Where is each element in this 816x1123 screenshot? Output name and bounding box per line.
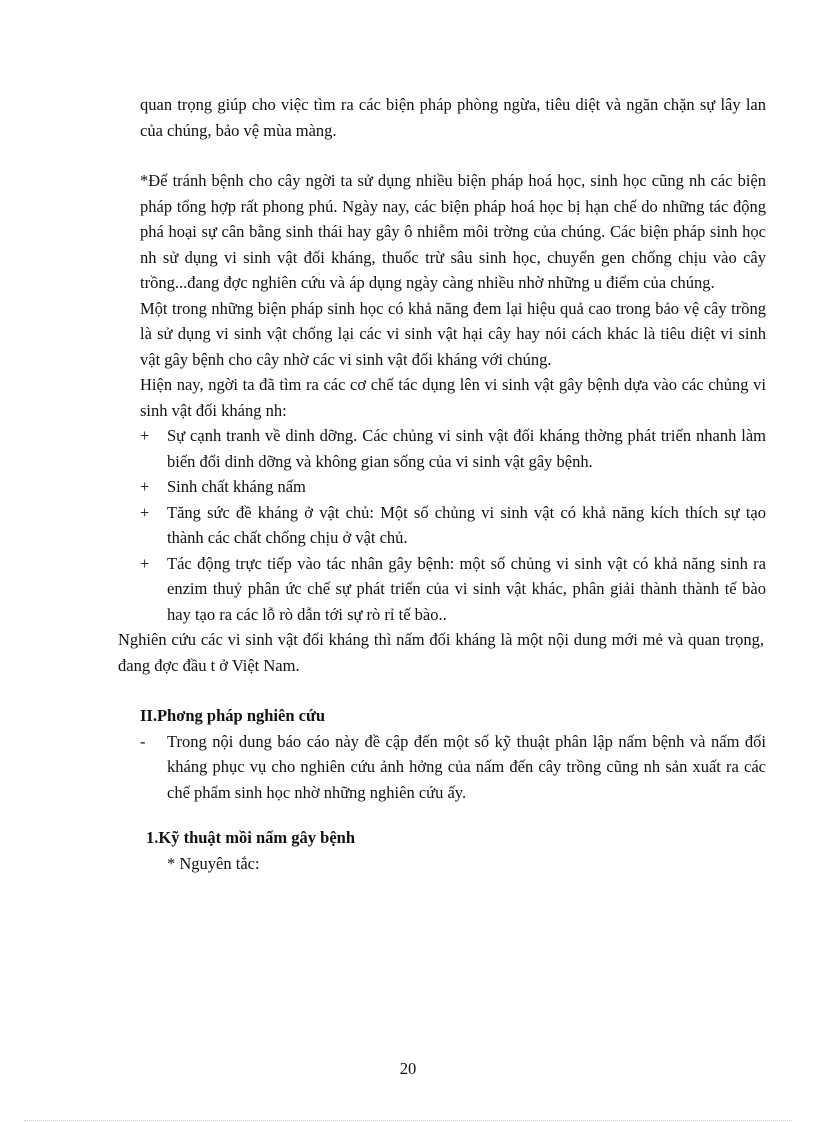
mechanisms-intro-paragraph: Hiện nay, ngời ta đã tìm ra các cơ chế tác dụng lên vi sinh vật gây bệnh dựa vào các chủng vi sinh vật đối kháng nh: xyxy=(140,375,766,420)
list-item-text: Sinh chất kháng nấm xyxy=(167,477,306,496)
list-item-text: Tăng sức đề kháng ở vật chủ: Một số chủng vi sinh vật có khả năng kích thích sự tạo thành các chất chống chịu ở vật chủ. xyxy=(167,502,766,547)
list-item xyxy=(140,423,766,474)
list-item-text: Sự cạnh tranh về dinh dỡng. Các chủng vi sinh vật đối kháng thờng phát triển nhanh làm biến đổi dinh dỡng và không gian sống của vi sinh vật gây bệnh. xyxy=(167,426,766,471)
list-item xyxy=(140,474,766,500)
section-heading-methods: II.Phơng pháp nghiên cứu xyxy=(140,706,326,725)
page-number: 20 xyxy=(399,1059,417,1078)
page-bottom-divider xyxy=(24,1120,792,1121)
plus-bullet: + xyxy=(140,502,150,522)
dash-bullet: - xyxy=(140,731,146,751)
section-spacer xyxy=(140,805,766,825)
plus-bullet: + xyxy=(140,426,150,445)
section-spacer xyxy=(140,678,766,703)
list-item xyxy=(140,729,766,806)
plus-bullet: + xyxy=(140,553,150,573)
plus-bullet: + xyxy=(140,477,150,496)
list-item-text: Trong nội dung báo cáo này đề cập đến một số kỹ thuật phân lập nấm bệnh và nấm đối kháng phục vụ cho nghiên cứu ảnh hởng của nấm đến cây trồng cũng nh sản xuất ra các chế phẩm sinh học nhờ những nghiên cứu ấy. xyxy=(167,731,766,802)
page-body xyxy=(118,92,766,876)
list-item-text: Tác động trực tiếp vào tác nhân gây bệnh: một số chủng vi sinh vật có khả năng sinh ra enzim thuỷ phân ức chế sự phát triển của vi sinh vật khác, phân giải thành thành tế bào hay tạo ra các lỗ rò dẫn tới sự rò rỉ tế bào.. xyxy=(167,553,766,624)
principle-label: * Nguyên tắc: xyxy=(167,853,260,873)
methods-list xyxy=(140,729,766,806)
research-paragraph: Nghiên cứu các vi sinh vật đối kháng thì nấm đối kháng là một nội dung mới mẻ và quan trọng, đang đợc đầu t ở Việt Nam. xyxy=(118,630,764,675)
intro-paragraph: quan trọng giúp cho việc tìm ra các biện pháp phòng ngừa, tiêu diệt và ngăn chặn sự lây lan của chúng, bảo vệ mùa màng. xyxy=(140,95,766,140)
list-item xyxy=(140,500,766,551)
mechanism-list xyxy=(140,423,766,627)
list-item xyxy=(140,551,766,628)
paragraph-spacer xyxy=(140,143,766,168)
control-measures-paragraph: *Để tránh bệnh cho cây ngời ta sử dụng nhiều biện pháp hoá học, sinh học cũng nh các biện pháp tổng hợp rất phong phú. Ngày nay, các biện pháp hoá học bị hạn chế do những tác động phá hoại sự cân bằng sinh thái hay gây ô nhiễm môi trờng của chúng. Các biện pháp sinh học nh sử dụng vi sinh vật đối kháng, thuốc trừ sâu sinh học, chuyển gen chống chịu vào cây trồng...đang đợc nghiên cứu và áp dụng ngày càng nhiều nhờ những u điểm của chúng. xyxy=(140,171,766,292)
subsection-heading-technique: 1.Kỹ thuật mồi nấm gây bệnh xyxy=(146,828,356,847)
biological-method-paragraph: Một trong những biện pháp sinh học có khả năng đem lại hiệu quả cao trong bảo vệ cây trồng là sử dụng vi sinh vật chống lại các vi sinh vật hại cây hay nói cách khác là tiêu diệt vi sinh vật gây bệnh cho cây nhờ các vi sinh vật đối kháng với chúng. xyxy=(140,298,766,369)
